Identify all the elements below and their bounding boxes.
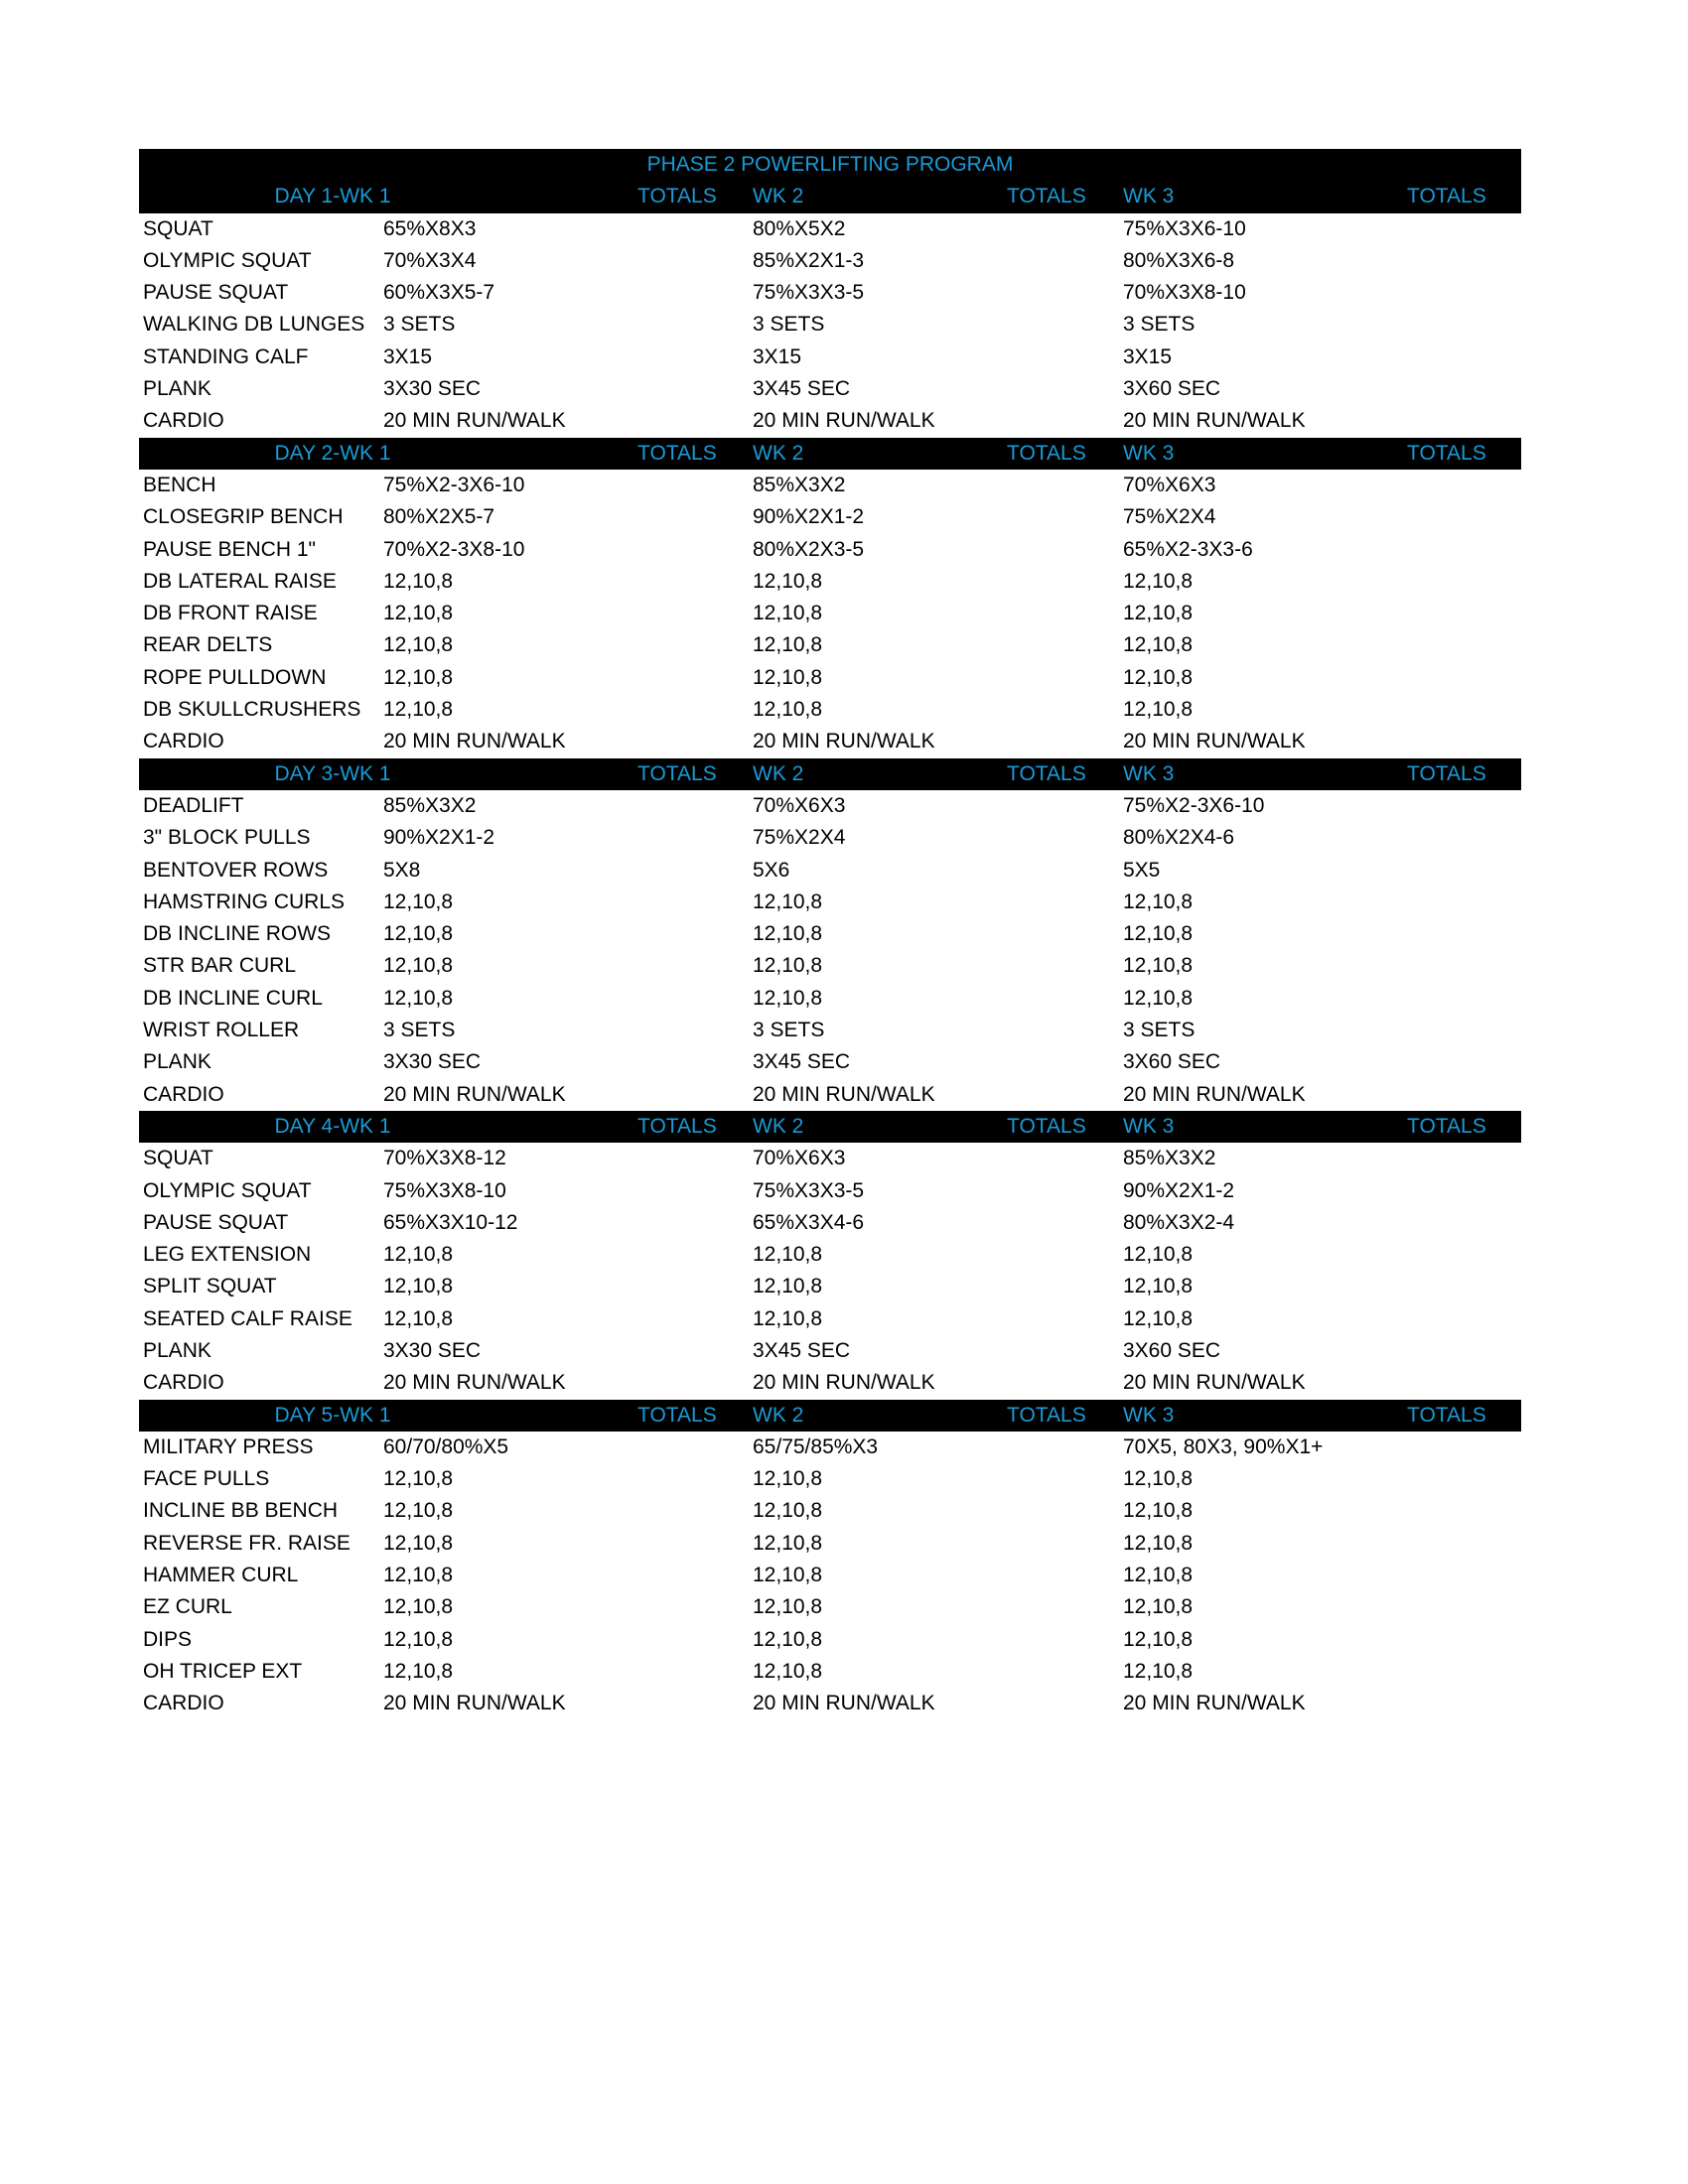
- wk3-prescription: 20 MIN RUN/WALK: [1123, 1692, 1306, 1715]
- exercise-name: ROPE PULLDOWN: [143, 665, 327, 689]
- wk2-prescription: 3 SETS: [753, 313, 825, 337]
- wk2-header: WK 2: [753, 185, 804, 208]
- wk1-prescription: 12,10,8: [383, 602, 454, 625]
- wk1-prescription: 20 MIN RUN/WALK: [383, 1692, 566, 1715]
- exercise-row: [139, 341, 1521, 373]
- wk1-prescription: 20 MIN RUN/WALK: [383, 730, 566, 753]
- wk3-header: WK 3: [1123, 441, 1175, 465]
- wk3-prescription: 80%X3X2-4: [1123, 1210, 1235, 1234]
- wk2-prescription: 20 MIN RUN/WALK: [753, 409, 935, 433]
- sheet-title: PHASE 2 POWERLIFTING PROGRAM: [139, 149, 1521, 181]
- exercise-row: [139, 662, 1521, 694]
- exercise-name: DB INCLINE CURL: [143, 986, 323, 1010]
- day-label: DAY 1-WK 1: [274, 185, 391, 208]
- wk3-prescription: 70%X3X8-10: [1123, 281, 1246, 305]
- exercise-row: [139, 918, 1521, 950]
- wk2-prescription: 75%X2X4: [753, 826, 846, 850]
- exercise-name: HAMSTRING CURLS: [143, 889, 346, 913]
- exercise-name: FACE PULLS: [143, 1467, 270, 1491]
- exercise-name: CARDIO: [143, 1082, 224, 1106]
- wk3-prescription: 12,10,8: [1123, 1564, 1194, 1587]
- wk1-prescription: 5X8: [383, 858, 421, 882]
- wk3-prescription: 65%X2-3X3-6: [1123, 537, 1253, 561]
- wk1-prescription: 85%X3X2: [383, 793, 477, 817]
- exercise-row: [139, 1560, 1521, 1591]
- exercise-row: [139, 470, 1521, 501]
- wk3-prescription: 12,10,8: [1123, 602, 1194, 625]
- wk3-prescription: 75%X2-3X6-10: [1123, 793, 1265, 817]
- exercise-name: PAUSE SQUAT: [143, 281, 289, 305]
- exercise-name: DIPS: [143, 1627, 193, 1651]
- totals-header: TOTALS: [637, 441, 717, 465]
- wk2-prescription: 12,10,8: [753, 1659, 823, 1683]
- exercise-row: [139, 822, 1521, 854]
- exercise-name: PLANK: [143, 377, 211, 401]
- exercise-row: [139, 726, 1521, 757]
- wk1-prescription: 70%X3X8-12: [383, 1147, 506, 1170]
- exercise-name: REAR DELTS: [143, 633, 273, 657]
- wk2-prescription: 12,10,8: [753, 1243, 823, 1267]
- wk2-prescription: 12,10,8: [753, 569, 823, 593]
- wk1-prescription: 3X30 SEC: [383, 377, 482, 401]
- wk2-prescription: 5X6: [753, 858, 790, 882]
- wk2-prescription: 12,10,8: [753, 1564, 823, 1587]
- day-header-5: [139, 1400, 1521, 1432]
- exercise-row: [139, 501, 1521, 533]
- wk1-prescription: 3X30 SEC: [383, 1050, 482, 1074]
- exercise-name: PLANK: [143, 1338, 211, 1362]
- wk2-prescription: 12,10,8: [753, 1275, 823, 1298]
- wk3-prescription: 12,10,8: [1123, 889, 1194, 913]
- exercise-row: [139, 950, 1521, 982]
- wk3-prescription: 70%X6X3: [1123, 473, 1216, 496]
- exercise-row: [139, 534, 1521, 566]
- exercise-name: HAMMER CURL: [143, 1564, 299, 1587]
- totals-header: TOTALS: [1407, 761, 1486, 785]
- exercise-name: CARDIO: [143, 409, 224, 433]
- wk2-prescription: 70%X6X3: [753, 1147, 846, 1170]
- exercise-row: [139, 1528, 1521, 1560]
- wk3-prescription: 12,10,8: [1123, 1275, 1194, 1298]
- exercise-name: DB SKULLCRUSHERS: [143, 698, 361, 722]
- exercise-row: [139, 1335, 1521, 1367]
- wk1-prescription: 70%X3X4: [383, 248, 477, 272]
- exercise-name: WALKING DB LUNGES: [143, 313, 365, 337]
- exercise-row: [139, 1688, 1521, 1719]
- exercise-row: [139, 1271, 1521, 1302]
- wk3-prescription: 12,10,8: [1123, 1595, 1194, 1619]
- exercise-name: CARDIO: [143, 730, 224, 753]
- totals-header: TOTALS: [1007, 1114, 1086, 1138]
- exercise-name: OLYMPIC SQUAT: [143, 248, 312, 272]
- exercise-name: DB LATERAL RAISE: [143, 569, 337, 593]
- totals-header: TOTALS: [1407, 1114, 1486, 1138]
- wk2-prescription: 3 SETS: [753, 1019, 825, 1042]
- exercise-row: [139, 1175, 1521, 1207]
- wk1-prescription: 12,10,8: [383, 922, 454, 946]
- wk1-prescription: 20 MIN RUN/WALK: [383, 409, 566, 433]
- wk1-prescription: 70%X2-3X8-10: [383, 537, 525, 561]
- day-label: DAY 3-WK 1: [274, 761, 391, 785]
- exercise-name: DEADLIFT: [143, 793, 244, 817]
- wk1-prescription: 3 SETS: [383, 313, 456, 337]
- totals-header: TOTALS: [1407, 441, 1486, 465]
- exercise-name: WRIST ROLLER: [143, 1019, 300, 1042]
- exercise-row: [139, 1046, 1521, 1078]
- exercise-row: [139, 1079, 1521, 1111]
- totals-header: TOTALS: [637, 761, 717, 785]
- totals-header: TOTALS: [637, 185, 717, 208]
- wk2-prescription: 3X45 SEC: [753, 1050, 851, 1074]
- exercise-name: MILITARY PRESS: [143, 1434, 314, 1458]
- wk2-prescription: 20 MIN RUN/WALK: [753, 1692, 935, 1715]
- day-header-4: [139, 1111, 1521, 1143]
- wk1-prescription: 12,10,8: [383, 1467, 454, 1491]
- exercise-row: [139, 1207, 1521, 1239]
- wk3-prescription: 5X5: [1123, 858, 1161, 882]
- wk1-prescription: 60%X3X5-7: [383, 281, 495, 305]
- exercise-row: [139, 790, 1521, 822]
- exercise-row: [139, 1656, 1521, 1688]
- wk2-prescription: 20 MIN RUN/WALK: [753, 1371, 935, 1395]
- exercise-row: [139, 887, 1521, 918]
- wk2-header: WK 2: [753, 1403, 804, 1427]
- exercise-name: INCLINE BB BENCH: [143, 1499, 339, 1523]
- wk1-prescription: 12,10,8: [383, 1243, 454, 1267]
- day-header-1: [139, 181, 1521, 212]
- wk2-header: WK 2: [753, 1114, 804, 1138]
- exercise-row: [139, 1303, 1521, 1335]
- exercise-name: EZ CURL: [143, 1595, 232, 1619]
- wk3-prescription: 80%X3X6-8: [1123, 248, 1235, 272]
- wk3-header: WK 3: [1123, 1114, 1175, 1138]
- exercise-name: SQUAT: [143, 1147, 213, 1170]
- wk2-prescription: 75%X3X3-5: [753, 1178, 865, 1202]
- exercise-name: PAUSE SQUAT: [143, 1210, 289, 1234]
- exercise-name: BENCH: [143, 473, 216, 496]
- wk2-prescription: 90%X2X1-2: [753, 505, 865, 529]
- wk3-prescription: 12,10,8: [1123, 1467, 1194, 1491]
- exercise-name: REVERSE FR. RAISE: [143, 1531, 351, 1555]
- exercise-name: PLANK: [143, 1050, 211, 1074]
- totals-header: TOTALS: [1007, 185, 1086, 208]
- exercise-row: [139, 405, 1521, 437]
- exercise-name: SQUAT: [143, 216, 213, 240]
- day-label: DAY 5-WK 1: [274, 1403, 391, 1427]
- wk2-prescription: 85%X3X2: [753, 473, 846, 496]
- exercise-row: [139, 245, 1521, 277]
- exercise-row: [139, 694, 1521, 726]
- wk1-prescription: 3X15: [383, 344, 433, 368]
- wk2-prescription: 12,10,8: [753, 698, 823, 722]
- wk2-prescription: 12,10,8: [753, 1595, 823, 1619]
- exercise-name: BENTOVER ROWS: [143, 858, 329, 882]
- wk1-prescription: 12,10,8: [383, 665, 454, 689]
- wk1-prescription: 80%X2X5-7: [383, 505, 495, 529]
- exercise-row: [139, 629, 1521, 661]
- wk1-prescription: 90%X2X1-2: [383, 826, 495, 850]
- wk1-prescription: 12,10,8: [383, 1627, 454, 1651]
- exercise-row: [139, 1463, 1521, 1495]
- wk2-prescription: 12,10,8: [753, 1499, 823, 1523]
- wk1-prescription: 20 MIN RUN/WALK: [383, 1082, 566, 1106]
- exercise-row: [139, 1624, 1521, 1656]
- wk2-prescription: 12,10,8: [753, 954, 823, 978]
- exercise-row: [139, 598, 1521, 629]
- wk3-prescription: 70X5, 80X3, 90%X1+: [1123, 1434, 1324, 1458]
- wk1-prescription: 20 MIN RUN/WALK: [383, 1371, 566, 1395]
- wk3-prescription: 80%X2X4-6: [1123, 826, 1235, 850]
- wk2-prescription: 20 MIN RUN/WALK: [753, 1082, 935, 1106]
- wk1-prescription: 12,10,8: [383, 1499, 454, 1523]
- exercise-row: [139, 983, 1521, 1015]
- day-header-2: [139, 438, 1521, 470]
- exercise-name: STANDING CALF: [143, 344, 309, 368]
- exercise-name: STR BAR CURL: [143, 954, 297, 978]
- wk3-header: WK 3: [1123, 761, 1175, 785]
- wk3-prescription: 12,10,8: [1123, 1306, 1194, 1330]
- wk3-prescription: 75%X3X6-10: [1123, 216, 1246, 240]
- wk2-prescription: 12,10,8: [753, 633, 823, 657]
- wk1-prescription: 12,10,8: [383, 1275, 454, 1298]
- wk3-prescription: 12,10,8: [1123, 698, 1194, 722]
- wk2-prescription: 65/75/85%X3: [753, 1434, 879, 1458]
- wk3-prescription: 90%X2X1-2: [1123, 1178, 1235, 1202]
- wk3-prescription: 12,10,8: [1123, 922, 1194, 946]
- totals-header: TOTALS: [637, 1114, 717, 1138]
- wk1-prescription: 3 SETS: [383, 1019, 456, 1042]
- wk3-prescription: 3X15: [1123, 344, 1173, 368]
- wk2-prescription: 3X15: [753, 344, 802, 368]
- wk2-prescription: 12,10,8: [753, 1467, 823, 1491]
- wk3-prescription: 12,10,8: [1123, 1499, 1194, 1523]
- exercise-name: LEG EXTENSION: [143, 1243, 312, 1267]
- exercise-name: CARDIO: [143, 1692, 224, 1715]
- wk3-prescription: 12,10,8: [1123, 633, 1194, 657]
- wk2-header: WK 2: [753, 761, 804, 785]
- wk2-prescription: 20 MIN RUN/WALK: [753, 730, 935, 753]
- wk1-prescription: 12,10,8: [383, 633, 454, 657]
- exercise-row: [139, 309, 1521, 341]
- wk1-prescription: 12,10,8: [383, 1564, 454, 1587]
- wk1-prescription: 12,10,8: [383, 889, 454, 913]
- wk1-prescription: 12,10,8: [383, 1659, 454, 1683]
- totals-header: TOTALS: [1007, 1403, 1086, 1427]
- wk3-prescription: 12,10,8: [1123, 954, 1194, 978]
- totals-header: TOTALS: [637, 1403, 717, 1427]
- exercise-row: [139, 1367, 1521, 1399]
- wk1-prescription: 12,10,8: [383, 1306, 454, 1330]
- exercise-name: PAUSE BENCH 1": [143, 537, 316, 561]
- exercise-row: [139, 277, 1521, 309]
- wk3-prescription: 3X60 SEC: [1123, 1050, 1221, 1074]
- wk3-prescription: 75%X2X4: [1123, 505, 1216, 529]
- exercise-row: [139, 855, 1521, 887]
- wk1-prescription: 12,10,8: [383, 954, 454, 978]
- exercise-row: [139, 373, 1521, 405]
- wk2-prescription: 12,10,8: [753, 1627, 823, 1651]
- wk1-prescription: 12,10,8: [383, 698, 454, 722]
- wk2-prescription: 12,10,8: [753, 922, 823, 946]
- wk1-prescription: 12,10,8: [383, 986, 454, 1010]
- exercise-name: OLYMPIC SQUAT: [143, 1178, 312, 1202]
- wk3-prescription: 20 MIN RUN/WALK: [1123, 730, 1306, 753]
- wk1-prescription: 65%X3X10-12: [383, 1210, 518, 1234]
- wk2-prescription: 70%X6X3: [753, 793, 846, 817]
- totals-header: TOTALS: [1407, 1403, 1486, 1427]
- wk2-prescription: 85%X2X1-3: [753, 248, 865, 272]
- exercise-name: CLOSEGRIP BENCH: [143, 505, 344, 529]
- wk3-prescription: 3X60 SEC: [1123, 1338, 1221, 1362]
- wk2-prescription: 80%X2X3-5: [753, 537, 865, 561]
- wk2-prescription: 3X45 SEC: [753, 1338, 851, 1362]
- wk2-prescription: 12,10,8: [753, 1531, 823, 1555]
- exercise-row: [139, 1015, 1521, 1046]
- wk3-header: WK 3: [1123, 185, 1175, 208]
- wk3-prescription: 3 SETS: [1123, 313, 1196, 337]
- wk3-prescription: 20 MIN RUN/WALK: [1123, 409, 1306, 433]
- exercise-row: [139, 1432, 1521, 1463]
- wk3-prescription: 20 MIN RUN/WALK: [1123, 1082, 1306, 1106]
- exercise-row: [139, 1143, 1521, 1174]
- wk3-prescription: 12,10,8: [1123, 1243, 1194, 1267]
- exercise-name: DB INCLINE ROWS: [143, 922, 332, 946]
- exercise-name: SPLIT SQUAT: [143, 1275, 277, 1298]
- exercise-row: [139, 1239, 1521, 1271]
- wk1-prescription: 3X30 SEC: [383, 1338, 482, 1362]
- exercise-row: [139, 1495, 1521, 1527]
- wk2-prescription: 65%X3X4-6: [753, 1210, 865, 1234]
- exercise-row: [139, 213, 1521, 245]
- wk2-prescription: 12,10,8: [753, 889, 823, 913]
- wk3-prescription: 20 MIN RUN/WALK: [1123, 1371, 1306, 1395]
- wk3-prescription: 85%X3X2: [1123, 1147, 1216, 1170]
- wk2-prescription: 3X45 SEC: [753, 377, 851, 401]
- totals-header: TOTALS: [1407, 185, 1486, 208]
- wk2-header: WK 2: [753, 441, 804, 465]
- wk3-prescription: 12,10,8: [1123, 1531, 1194, 1555]
- day-label: DAY 2-WK 1: [274, 441, 391, 465]
- wk2-prescription: 75%X3X3-5: [753, 281, 865, 305]
- wk2-prescription: 12,10,8: [753, 602, 823, 625]
- wk3-prescription: 12,10,8: [1123, 1627, 1194, 1651]
- wk3-prescription: 12,10,8: [1123, 665, 1194, 689]
- wk3-prescription: 12,10,8: [1123, 569, 1194, 593]
- wk1-prescription: 75%X3X8-10: [383, 1178, 506, 1202]
- exercise-row: [139, 566, 1521, 598]
- totals-header: TOTALS: [1007, 441, 1086, 465]
- program-sheet: [139, 149, 1521, 1720]
- exercise-name: DB FRONT RAISE: [143, 602, 318, 625]
- day-header-3: [139, 758, 1521, 790]
- wk1-prescription: 75%X2-3X6-10: [383, 473, 525, 496]
- wk1-prescription: 12,10,8: [383, 1595, 454, 1619]
- wk3-header: WK 3: [1123, 1403, 1175, 1427]
- wk2-prescription: 12,10,8: [753, 665, 823, 689]
- wk3-prescription: 3 SETS: [1123, 1019, 1196, 1042]
- wk1-prescription: 65%X8X3: [383, 216, 477, 240]
- wk1-prescription: 12,10,8: [383, 569, 454, 593]
- day-label: DAY 4-WK 1: [274, 1114, 391, 1138]
- exercise-name: 3" BLOCK PULLS: [143, 826, 311, 850]
- totals-header: TOTALS: [1007, 761, 1086, 785]
- wk3-prescription: 3X60 SEC: [1123, 377, 1221, 401]
- exercise-name: CARDIO: [143, 1371, 224, 1395]
- wk3-prescription: 12,10,8: [1123, 986, 1194, 1010]
- wk2-prescription: 80%X5X2: [753, 216, 846, 240]
- exercise-row: [139, 1591, 1521, 1623]
- wk1-prescription: 60/70/80%X5: [383, 1434, 509, 1458]
- wk1-prescription: 12,10,8: [383, 1531, 454, 1555]
- exercise-name: OH TRICEP EXT: [143, 1659, 303, 1683]
- wk3-prescription: 12,10,8: [1123, 1659, 1194, 1683]
- wk2-prescription: 12,10,8: [753, 986, 823, 1010]
- exercise-name: SEATED CALF RAISE: [143, 1306, 352, 1330]
- wk2-prescription: 12,10,8: [753, 1306, 823, 1330]
